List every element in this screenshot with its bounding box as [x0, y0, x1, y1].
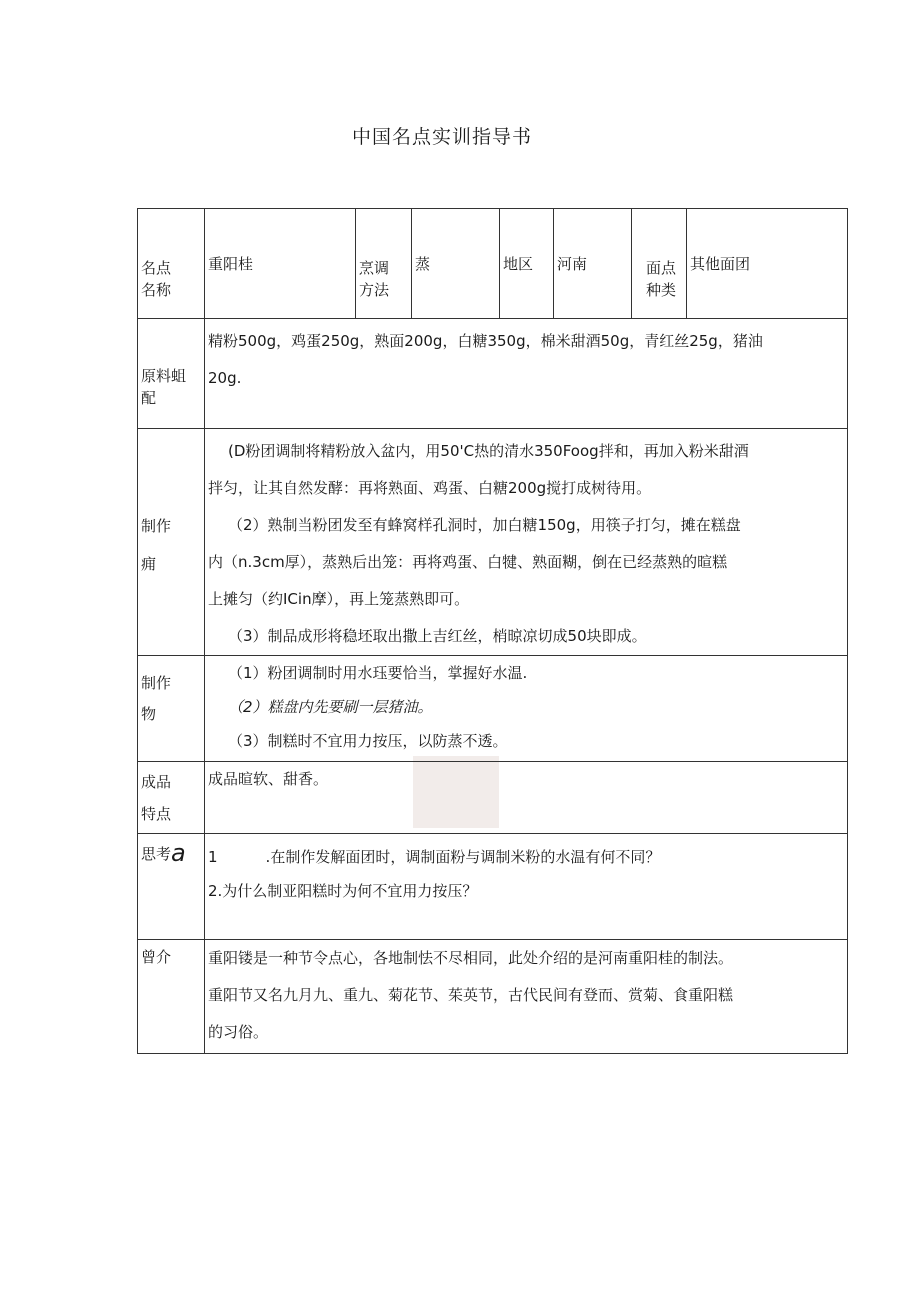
features-row	[138, 762, 848, 834]
features-label-cell: 成品 特点	[138, 762, 205, 834]
notes-label-cell: 制作 物	[138, 656, 205, 762]
questions-row	[138, 834, 848, 940]
intro-text: 重阳镂是一种节令点心，各地制怯不尽相同，此处介绍的是河南重阳桂的制法。 重阳节又名九月九、重九、菊花节、茱英节，古代民间有登而、赏菊、食重阳糕 的习俗。	[205, 940, 848, 1054]
notes-text: （1）粉团调制时用水珏要恰当，掌握好水温. （2）糕盘内先要刷一层猪油。 （3）制糕时不宜用力按压，以防蒸不透。	[205, 656, 848, 762]
header-row	[138, 209, 848, 319]
name-value: 重阳桂	[205, 209, 356, 319]
questions-text	[205, 834, 848, 940]
type-label-cell: 面点 种类	[632, 209, 687, 319]
features-text: 成品暄软、甜香。	[205, 762, 848, 834]
method-label-cell: 烹调 方法	[356, 209, 412, 319]
training-table	[137, 208, 848, 1054]
process-label-cell: 制作 痈	[138, 429, 205, 656]
questions-label-cell: 思考a	[138, 834, 205, 940]
ingredients-text: 精粉500g，鸡蛋250g，熟面200g，白糖350g，棉米甜酒50g，青红丝25g，猪油 20g.	[205, 319, 848, 429]
intro-label: 曾介	[138, 940, 205, 1054]
ingredients-row	[138, 319, 848, 429]
process-text: (D粉团调制将精粉放入盆内，用50'C热的清水350Foog拌和，再加入粉米甜酒 拌匀，让其自然发酵：再将熟面、鸡蛋、白糖200g搅打成树待用。 （2）熟制当粉团发至有蜂窝样孔洞时，加白糖150g，用筷子打匀，摊在糕盘 内（n.3cm厚），蒸熟后出笼：再将鸡蛋、白犍、熟面糊，倒在已经蒸熟的暄糕 上摊匀（约ICin摩），再上笼蒸熟即可。 （3）制品成形将稳坯取出撒上吉红丝，梢晾凉切成50块即成。	[205, 429, 848, 656]
page-title: 中国名点实训指导书	[351, 126, 532, 148]
intro-row	[138, 940, 848, 1054]
name-label-cell: 名点 名称	[138, 209, 205, 319]
method-value: 蒸	[412, 209, 500, 319]
process-row	[138, 429, 848, 656]
notes-row	[138, 656, 848, 762]
region-value: 河南	[554, 209, 632, 319]
question-1-text: .在制作发解面团时，调制面粉与调制米粉的水温有何不同？	[265, 848, 661, 866]
question-1-number: 1	[208, 848, 218, 866]
region-label: 地区	[500, 209, 554, 319]
question-2-text: 2.为什么制亚阳糕时为何不宜用力按压？	[208, 882, 478, 900]
type-value: 其他面团	[687, 209, 848, 319]
ingredients-label-cell: 原料蛆 配	[138, 319, 205, 429]
